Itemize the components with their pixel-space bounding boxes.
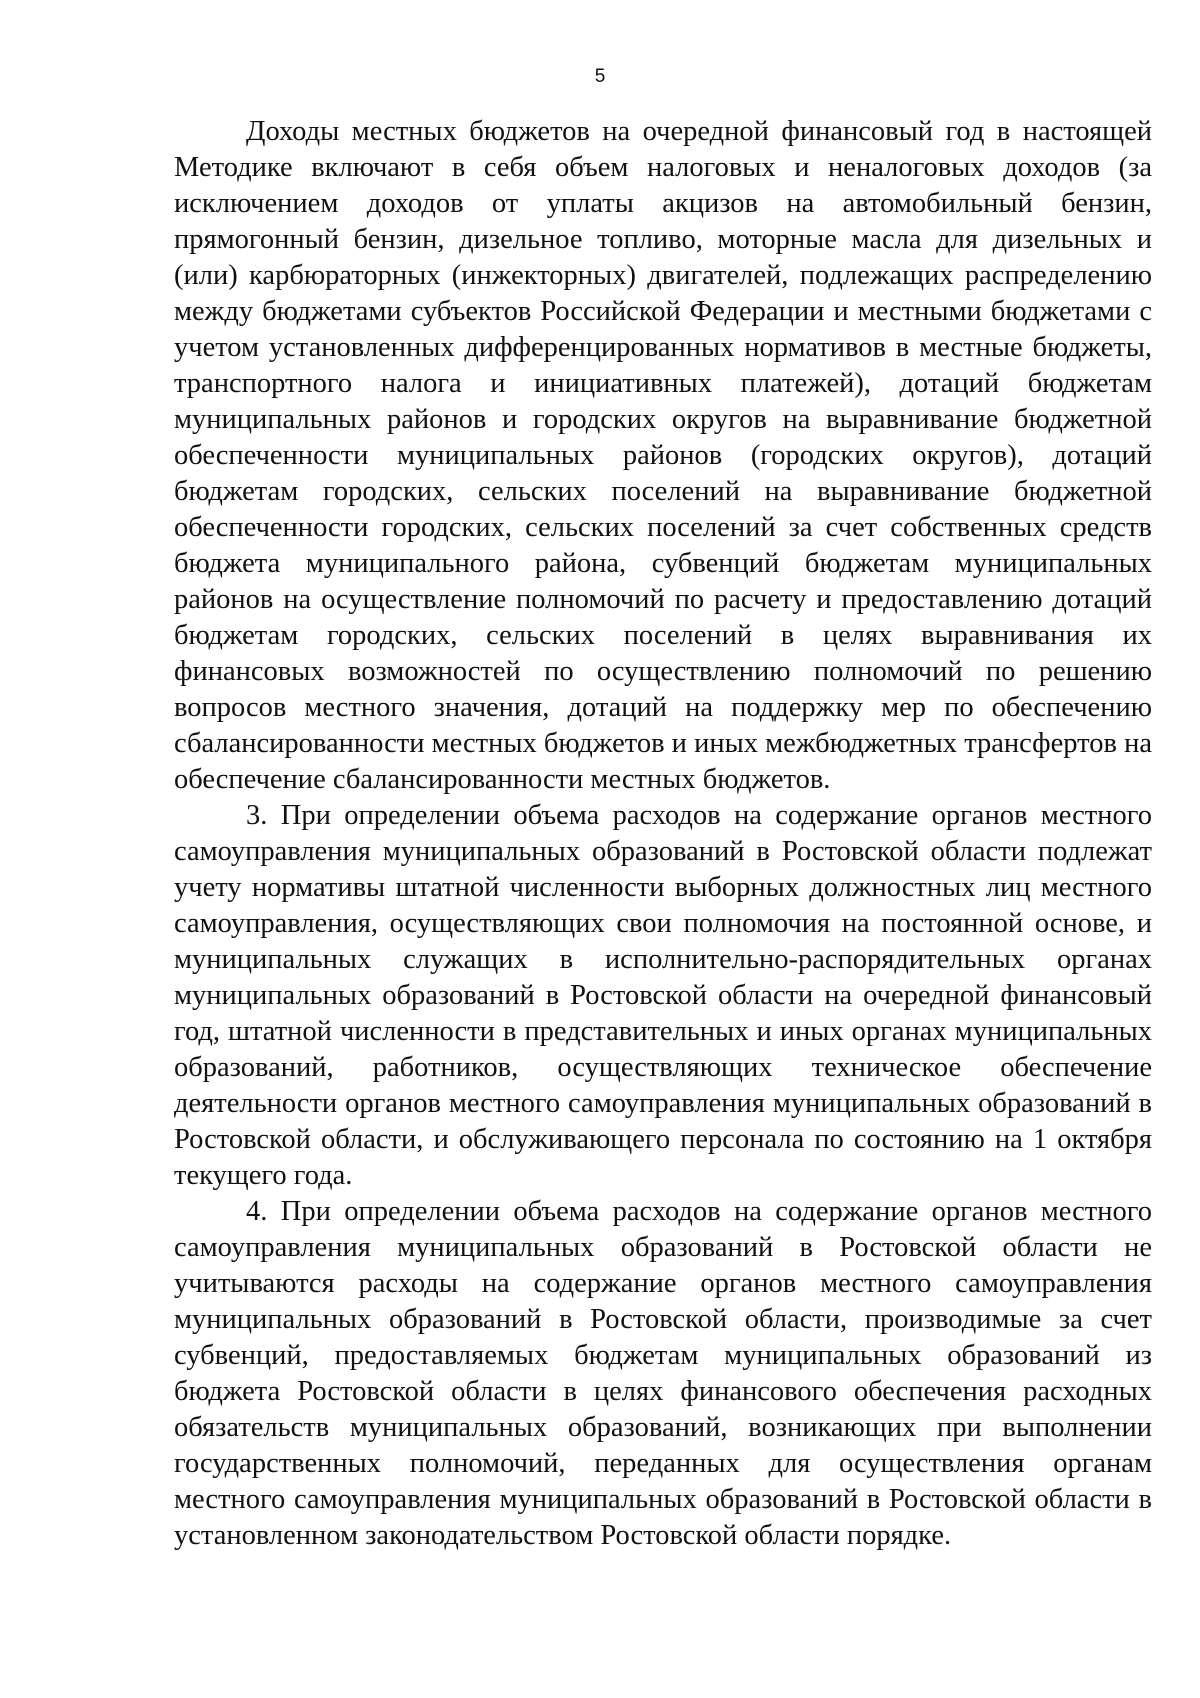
paragraph-item-4: 4. При определении объема расходов на содержание органов местного самоуправления муниципальных образований в Ростовской области не учитываются расходы на содержание органов местного самоуправления муниципальных образований в Ростовской области, производимые за счет субвенций, предоставляемых бюджетам муниципальных образований из бюджета Ростовской области в целях финансового обеспечения расходных обязательств муниципальных образований, возникающих при выполнении государственных полномочий, переданных для осуществления органам местного самоуправления муниципальных образований в Ростовской области в установленном законодательством Ростовской области порядке.: [174, 1196, 1152, 1551]
document-body: [174, 114, 1152, 1554]
page-number: 5: [594, 66, 606, 87]
paragraph-income-definition: Доходы местных бюджетов на очередной финансовый год в настоящей Методике включают в себя объем налоговых и неналоговых доходов (за исключением доходов от уплаты акцизов на автомобильный бензин, прямогонный бензин, дизельное топливо, моторные масла для дизельных и (или) карбюраторных (инжекторных) двигателей, подлежащих распределению между бюджетами субъектов Российской Федерации и местными бюджетами с учетом установленных дифференцированных нормативов в местные бюджеты, транспортного налога и инициативных платежей), дотаций бюджетам муниципальных районов и городских округов на выравнивание бюджетной обеспеченности муниципальных районов (городских округов), дотаций бюджетам городских, сельских поселений на выравнивание бюджетной обеспеченности городских, сельских поселений за счет собственных средств бюджета муниципального района, субвенций бюджетам муниципальных районов на осуществление полномочий по расчету и предоставлению дотаций бюджетам городских, сельских поселений в целях выравнивания их финансовых возможностей по осуществлению полномочий по решению вопросов местного значения, дотаций на поддержку мер по обеспечению сбалансированности местных бюджетов и иных межбюджетных трансфертов на обеспечение сбалансированности местных бюджетов.: [174, 116, 1152, 795]
paragraph-item-3: 3. При определении объема расходов на содержание органов местного самоуправления муниципальных образований в Ростовской области подлежат учету нормативы штатной численности выборных должностных лиц местного самоуправления, осуществляющих свои полномочия на постоянной основе, и муниципальных служащих в исполнительно-распорядительных органах муниципальных образований в Ростовской области на очередной финансовый год, штатной численности в представительных и иных органах муниципальных образований, работников, осуществляющих техническое обеспечение деятельности органов местного самоуправления муниципальных образований в Ростовской области, и обслуживающего персонала по состоянию на 1 октября текущего года.: [174, 800, 1152, 1191]
